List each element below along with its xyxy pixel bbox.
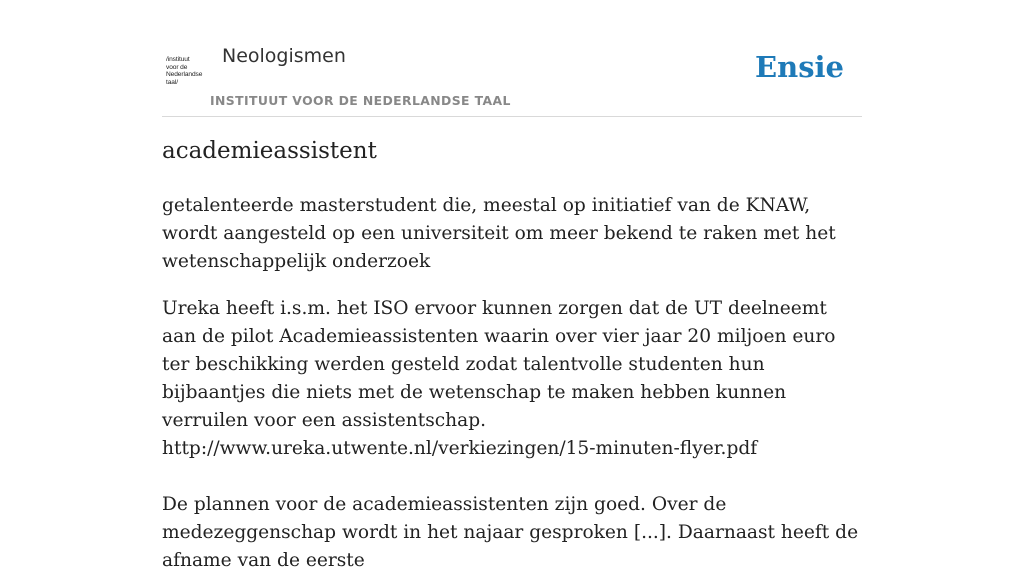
site-header [162, 0, 862, 117]
site-subtitle: INSTITUUT VOOR DE NEDERLANDSE TAAL [210, 93, 511, 108]
entry-definition: getalenteerde masterstudent die, meestal op initiatief van de KNAW, wordt aangesteld op een universiteit om meer bekend te raken met het wetenschappelijk onderzoek [162, 195, 836, 272]
logo-line: taal/ [166, 78, 178, 86]
ensie-brand-link[interactable]: Ensie [755, 50, 844, 84]
logo-line: /instituut [166, 56, 190, 63]
ivdnt-logo[interactable] [166, 56, 210, 90]
site-title[interactable]: Neologismen [222, 45, 346, 67]
logo-line: Nederlandse [166, 71, 203, 79]
entry-example: Ureka heeft i.s.m. het ISO ervoor kunnen zorgen dat de UT deelneemt aan de pilot Academieassistenten waarin over vier jaar 20 miljoen euro ter beschikking werden gesteld zodat talentvolle studenten hun bijbaantjes die niets met de wetenschap te maken hebben kunnen verruilen voor een assistentschap. http://www.ureka.utwente.nl/verkiezingen/15-minuten-flyer.pdf De plannen voor de academieassistenten zijn goed. Over de medezeggenschap wordt in het najaar gesproken [...]. Daarnaast heeft de afname van de eerste [162, 298, 859, 571]
entry-headword: academieassistent [162, 138, 377, 164]
logo-line: voor de [166, 63, 188, 71]
